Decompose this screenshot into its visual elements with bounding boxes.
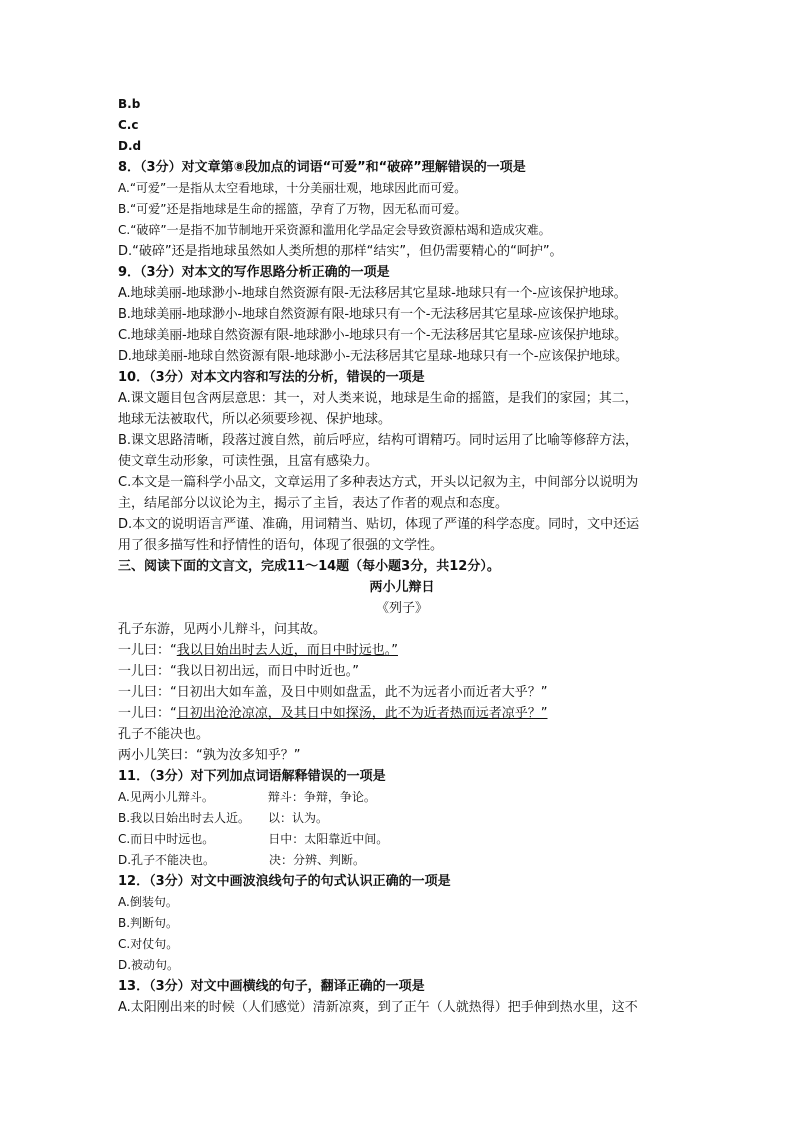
text-line: B.课文思路清晰，段落过渡自然，前后呼应，结构可谓精巧。同时运用了比喻等修辞方法，: [118, 433, 639, 448]
text-line: 孔子东游，见两小儿辩斗，问其故。: [118, 622, 327, 637]
text-line: 一儿曰：“日初出大如车盖，及日中则如盘盂，此不为远者小而近者大乎？”: [118, 685, 548, 700]
text-line: A.课文题目包含两层意思：其一，对人类来说，地球是生命的摇篮，是我们的家园；其二，: [118, 391, 638, 406]
text-line: B.地球美丽-地球渺小-地球自然资源有限-地球只有一个-无法移居其它星球-应该保护地球。: [118, 307, 627, 322]
text-line: C.地球美丽-地球自然资源有限-地球渺小-地球只有一个-无法移居其它星球-应该保护地球。: [118, 328, 627, 343]
text-line: 8．（3分）对文章第⑧段加点的词语“可爱”和“破碎”理解错误的一项是: [118, 160, 526, 175]
line-prefix: 一儿曰：“: [118, 706, 177, 721]
line-prefix: 一儿曰：“: [118, 643, 177, 658]
document-page: [118, 94, 686, 1018]
text-line: C.而日中时远也。 日中：太阳靠近中间。: [118, 832, 389, 846]
text-line: B.“可爱”还是指地球是生命的摇篮，孕育了万物，因无私而可爱。: [118, 202, 467, 216]
text-line: 两小儿笑曰：“孰为汝多知乎？”: [118, 748, 301, 763]
text-line: D.“破碎”还是指地球虽然如人类所想的那样“结实”，但仍需要精心的“呵护”。: [118, 244, 563, 259]
text-line: B.判断句。: [118, 916, 179, 930]
text-line: A.见两小儿辩斗。 辩斗：争辩，争论。: [118, 790, 376, 804]
text-line: 9．（3分）对本文的写作思路分析正确的一项是: [118, 265, 390, 280]
text-line: 10．（3分）对本文内容和写法的分析，错误的一项是: [118, 370, 425, 385]
text-line: D.地球美丽-地球自然资源有限-地球渺小-无法移居其它星球-地球只有一个-应该保护地球。: [118, 349, 628, 364]
text-line: 13．（3分）对文中画横线的句子，翻译正确的一项是: [118, 979, 425, 994]
text-line: A.“可爱”一是指从太空看地球，十分美丽壮观，地球因此而可爱。: [118, 181, 467, 195]
text-line: 三、阅读下面的文言文，完成11～14题（每小题3分，共12分）。: [118, 559, 500, 574]
text-line: C.本文是一篇科学小品文，文章运用了多种表达方式，开头以记叙为主，中间部分以说明为: [118, 475, 639, 490]
text-line: 孔子不能决也。: [118, 727, 210, 742]
text-line: B.b: [118, 97, 141, 111]
text-line: 地球无法被取代，所以必须要珍视、保护地球。: [118, 412, 392, 427]
text-line: C.“破碎”一是指不加节制地开采资源和滥用化学品定会导致资源枯竭和造成灾难。: [118, 223, 551, 237]
text-line: 《列子》: [375, 601, 428, 616]
text-line: A.地球美丽-地球渺小-地球自然资源有限-无法移居其它星球-地球只有一个-应该保护地球。: [118, 286, 627, 301]
text-line: 12．（3分）对文中画波浪线句子的句式认识正确的一项是: [118, 874, 451, 889]
text-line: B.我以日始出时去人近。 以：认为。: [118, 811, 329, 825]
text-line: D.本文的说明语言严谨、准确，用词精当、贴切，体现了严谨的科学态度。同时，文中还运: [118, 517, 640, 532]
text-line: A.倒装句。: [118, 895, 178, 909]
text-line: 一儿曰：“我以日初出远，而日中时近也。”: [118, 664, 359, 679]
text-line: [118, 640, 686, 661]
text-line: 11．（3分）对下列加点词语解释错误的一项是: [118, 769, 386, 784]
text-line: A.太阳刚出来的时候（人们感觉）清新凉爽，到了正午（人就热得）把手伸到热水里，这不: [118, 1000, 638, 1015]
text-line: D.d: [118, 139, 142, 153]
text-line: 使文章生动形象，可读性强，且富有感染力。: [118, 454, 379, 469]
text-line: D.孔子不能决也。 决：分辨、判断。: [118, 853, 366, 867]
text-line: 两小儿辩日: [369, 580, 435, 595]
text-line: 用了很多描写性和抒情性的语句，体现了很强的文学性。: [118, 538, 444, 553]
text-line: C.c: [118, 118, 139, 132]
underlined-sentence: 日初出沧沧凉凉，及其日中如探汤，此不为近者热而远者凉乎？”: [176, 706, 548, 721]
text-line: D.被动句。: [118, 958, 180, 972]
underlined-sentence: 我以日始出时去人近，而日中时远也。”: [176, 643, 398, 658]
text-line: 主，结尾部分以议论为主，揭示了主旨，表达了作者的观点和态度。: [118, 496, 509, 511]
text-line: [118, 703, 686, 724]
text-line: C.对仗句。: [118, 937, 179, 951]
